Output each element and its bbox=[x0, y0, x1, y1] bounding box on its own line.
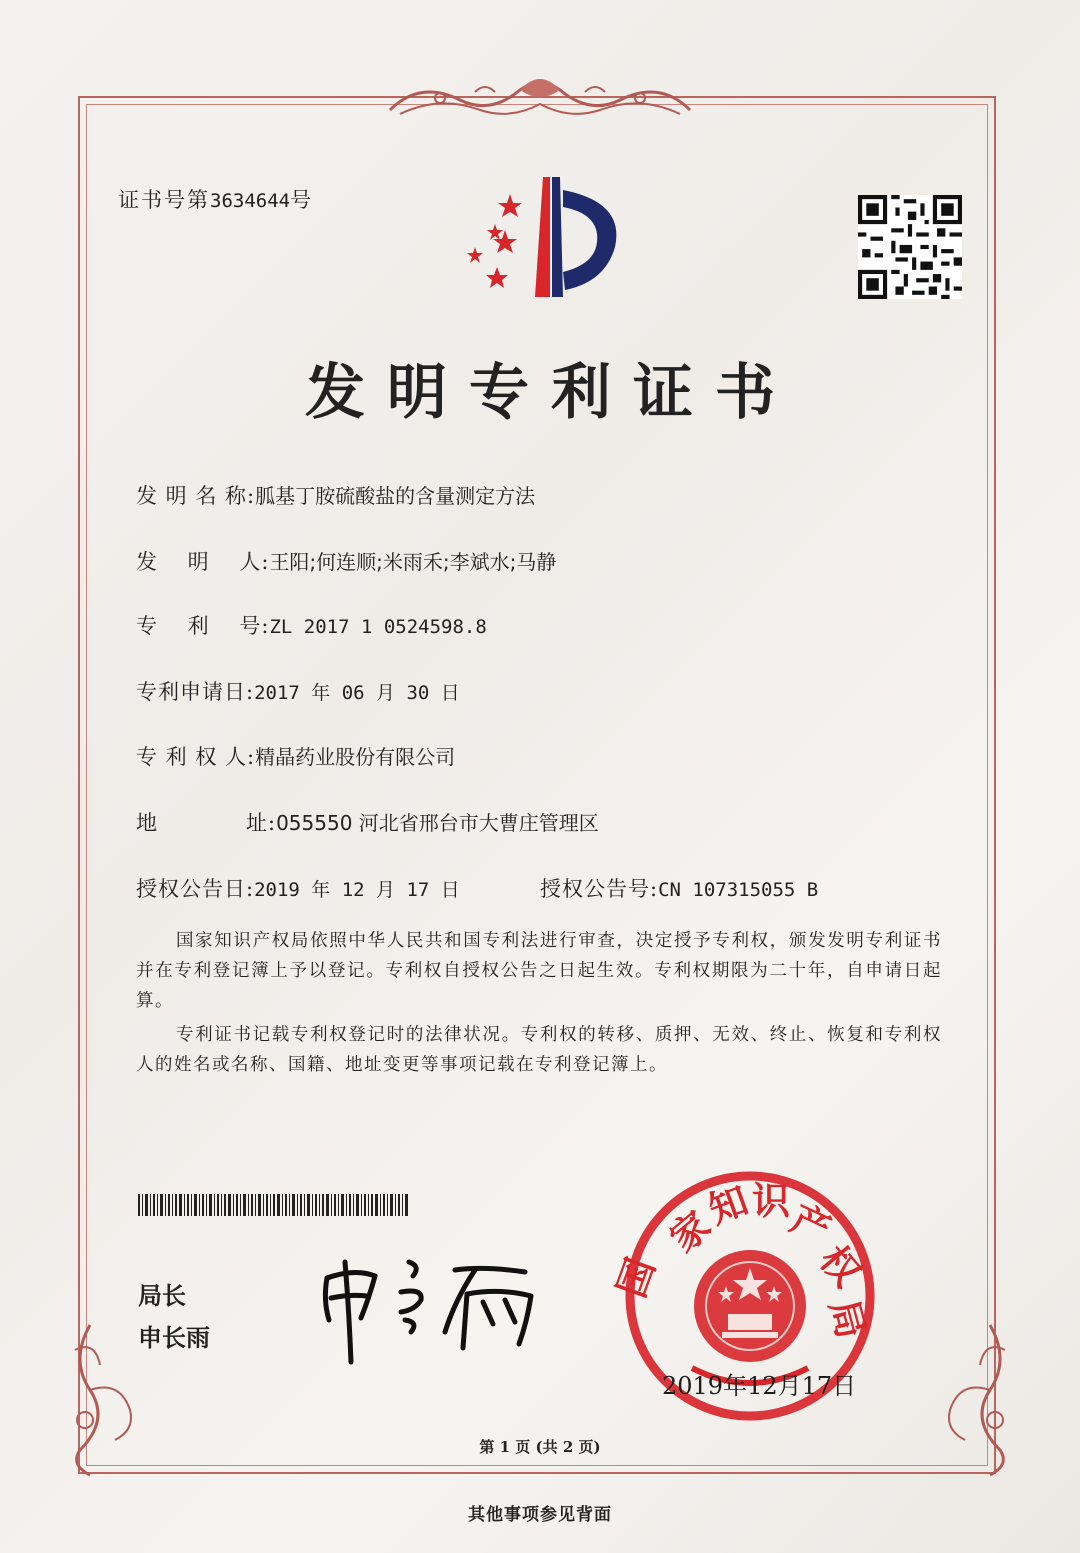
director-name: 申长雨 bbox=[138, 1324, 210, 1352]
svg-text:识: 识 bbox=[752, 1179, 791, 1223]
barcode-icon bbox=[138, 1194, 410, 1216]
certificate-number bbox=[118, 184, 313, 214]
handwritten-signature bbox=[305, 1240, 555, 1370]
grant-date-label: 授权公告日: bbox=[136, 877, 255, 901]
patent-number-value: ZL 2017 1 0524598.8 bbox=[269, 616, 487, 638]
filing-date-row bbox=[136, 676, 460, 706]
publication-number-label: 授权公告号: bbox=[540, 877, 659, 901]
address-value: 055550 河北省邢台市大曹庄管理区 bbox=[276, 811, 599, 835]
cert-number-prefix: 证书号第 bbox=[118, 188, 210, 212]
director-title: 局长 bbox=[138, 1282, 186, 1310]
address-row bbox=[136, 807, 599, 837]
patent-number-label: 专 利 号: bbox=[136, 614, 270, 638]
svg-text:产: 产 bbox=[784, 1196, 838, 1253]
inventors-row bbox=[136, 546, 556, 576]
invention-name-label: 发 明 名 称: bbox=[136, 484, 256, 508]
patentee-value: 精晶药业股份有限公司 bbox=[255, 745, 456, 769]
grant-date-row bbox=[136, 873, 460, 903]
cert-number-value: 3634644 bbox=[210, 190, 291, 212]
body-paragraph-1: 国家知识产权局依照中华人民共和国专利法进行审查，决定授予专利权，颁发发明专利证书并在专利登记簿上予以登记。专利权自授权公告之日起生效。专利权期限为二十年，自申请日起算。 bbox=[136, 931, 942, 1011]
svg-text:局: 局 bbox=[821, 1294, 874, 1344]
patentee-label: 专 利 权 人: bbox=[136, 745, 256, 769]
cnipa-emblem-icon bbox=[455, 172, 625, 302]
cert-number-suffix: 号 bbox=[290, 188, 314, 212]
svg-text:国: 国 bbox=[609, 1252, 664, 1304]
invention-name-row bbox=[136, 480, 535, 510]
inventors-value: 王阳;何连顺;米雨禾;李斌水;马静 bbox=[269, 550, 557, 574]
publication-number-row bbox=[540, 873, 818, 903]
svg-text:家: 家 bbox=[661, 1202, 719, 1261]
back-side-note: 其他事项参见背面 bbox=[468, 1505, 612, 1525]
svg-text:权: 权 bbox=[811, 1237, 870, 1295]
svg-text:知: 知 bbox=[703, 1178, 754, 1233]
filing-date-label: 专利申请日: bbox=[136, 680, 255, 704]
patent-number-row bbox=[136, 610, 487, 640]
body-paragraph-2: 专利证书记载专利权登记时的法律状况。专利权的转移、质押、无效、终止、恢复和专利权人的姓名或名称、国籍、地址变更等事项记载在专利登记簿上。 bbox=[136, 1025, 942, 1075]
patentee-row bbox=[136, 741, 455, 771]
address-label: 地 址: bbox=[136, 811, 277, 835]
inventors-label: 发 明 人: bbox=[136, 550, 270, 574]
publication-number-value: CN 107315055 B bbox=[658, 879, 819, 901]
qr-code-icon bbox=[858, 195, 962, 299]
grant-date-value: 2019 年 12 月 17 日 bbox=[254, 879, 460, 901]
seal-date: 2019年12月17日 bbox=[662, 1372, 857, 1400]
filing-date-value: 2017 年 06 月 30 日 bbox=[254, 682, 460, 704]
document-title: 发明专利证书 bbox=[305, 358, 797, 428]
page-indicator: 第 1 页 (共 2 页) bbox=[479, 1438, 601, 1456]
top-ornament bbox=[380, 70, 700, 126]
invention-name-value: 胍基丁胺硫酸盐的含量测定方法 bbox=[255, 484, 536, 508]
